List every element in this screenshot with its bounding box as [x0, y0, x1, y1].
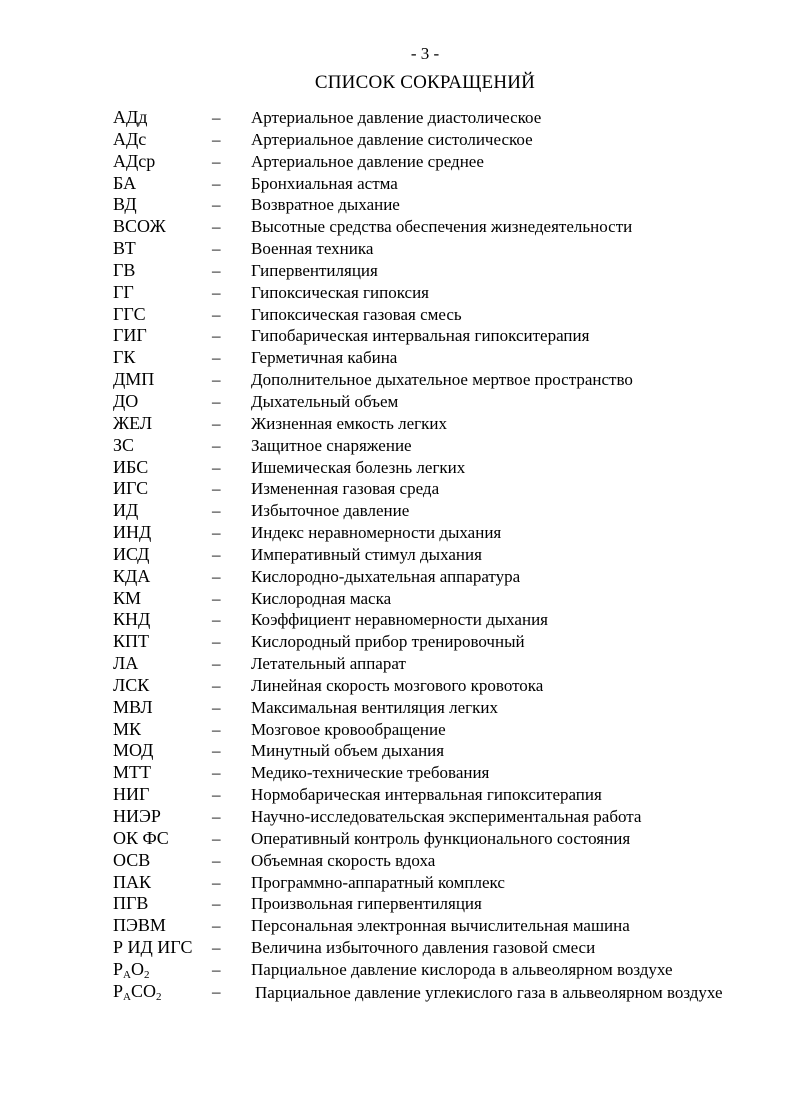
abbr-term: НИЭР: [113, 806, 161, 826]
abbr-row: [113, 806, 753, 828]
abbr-term: ГК: [113, 347, 136, 368]
abbr-term: МВЛ: [113, 696, 153, 717]
abbr-term: ПАК: [113, 871, 152, 892]
abbr-description: Парциальное давление углекислого газа в альвеолярном воздухе: [255, 982, 723, 1002]
abbr-dash: –: [212, 129, 221, 149]
abbr-description: Защитное снаряжение: [251, 435, 412, 455]
abbr-row: [113, 391, 753, 413]
abbr-description: Гипоксическая гипоксия: [251, 282, 430, 302]
abbr-row: [113, 304, 753, 326]
abbr-dash: –: [212, 239, 221, 259]
abbr-row: [113, 151, 753, 173]
abbr-dash: –: [212, 719, 221, 739]
abbr-row: [113, 173, 753, 195]
abbr-term: ДМП: [113, 369, 155, 390]
abbr-dash: –: [212, 610, 221, 630]
abbr-description: Военная техника: [251, 239, 374, 259]
page-number: - 3 -: [410, 44, 440, 63]
abbr-term: ЛА: [113, 653, 139, 674]
abbr-dash: –: [212, 173, 221, 193]
abbr-term: ВТ: [113, 238, 136, 259]
abbr-description: Ишемическая болезнь легких: [251, 457, 466, 477]
abbr-row: [113, 238, 753, 260]
abbr-term: ПГВ: [113, 893, 149, 914]
abbr-description: Возвратное дыхание: [251, 195, 400, 215]
abbr-row: [113, 566, 753, 588]
abbr-row: [113, 129, 753, 151]
abbr-row-paco2: [113, 981, 753, 1027]
abbr-dash: –: [212, 741, 221, 761]
abbr-term: МК: [113, 718, 142, 739]
abbr-row: [113, 719, 753, 741]
abbr-description: Дыхательный объем: [251, 391, 399, 411]
abbr-row: [113, 588, 753, 610]
abbr-term: БА: [113, 172, 137, 193]
abbr-row: [113, 457, 753, 479]
abbr-description: Кислородный прибор тренировочный: [251, 632, 525, 652]
abbr-description: Измененная газовая среда: [251, 479, 440, 499]
abbr-dash: –: [212, 304, 221, 324]
abbr-row: [113, 937, 753, 959]
abbr-description: Артериальное давление систолическое: [251, 129, 533, 149]
abbr-description: Артериальное давление диастолическое: [251, 108, 542, 127]
abbr-term: ДО: [113, 390, 139, 411]
abbr-description: Высотные средства обеспечения жизнедеятельности: [251, 217, 633, 237]
abbr-row: [113, 325, 753, 347]
abbr-term: ЛСК: [113, 674, 150, 695]
abbr-row: [113, 675, 753, 697]
abbr-dash: –: [212, 260, 221, 280]
abbr-row: [113, 915, 753, 937]
abbr-dash: –: [212, 850, 221, 870]
abbr-dash: –: [212, 479, 221, 499]
abbr-term: $P_ACO_2$: [113, 980, 162, 1003]
abbr-description: Коэффициент неравномерности дыхания: [251, 610, 548, 630]
abbr-dash: –: [212, 566, 221, 586]
abbr-dash: –: [212, 872, 221, 892]
abbr-row: [113, 762, 753, 784]
abbr-dash: –: [212, 326, 221, 346]
abbr-dash: –: [212, 959, 221, 979]
abbr-dash: –: [212, 588, 221, 608]
abbr-term: ГГС: [113, 303, 146, 324]
abbr-term: $P_AO_2$: [113, 958, 150, 981]
abbr-dash: –: [212, 457, 221, 477]
abbr-description: Оперативный контроль функционального состояния: [251, 828, 631, 848]
abbr-dash: –: [212, 675, 221, 695]
abbr-description: Императивный стимул дыхания: [251, 544, 482, 564]
abbr-term: КДА: [113, 565, 151, 586]
abbr-term: АДс: [113, 128, 147, 149]
abbr-description: Максимальная вентиляция легких: [251, 697, 498, 717]
abbr-row: [113, 282, 753, 304]
abbr-term: КМ: [113, 587, 142, 608]
abbr-term: ПЭВМ: [113, 915, 166, 936]
abbr-description: Кислородно-дыхательная аппаратура: [251, 566, 521, 586]
abbr-term: Р ИД ИГС: [113, 937, 193, 958]
abbr-description: Произвольная гипервентиляция: [251, 894, 482, 914]
abbr-term: МТТ: [113, 762, 151, 783]
abbr-term: КНД: [113, 609, 151, 630]
abbr-description: Гипобарическая интервальная гипокситерапия: [251, 326, 590, 346]
abbr-row: [113, 740, 753, 762]
abbr-row: [113, 828, 753, 850]
abbr-dash: –: [212, 151, 221, 171]
abbr-dash: –: [212, 501, 221, 521]
abbr-row: [113, 697, 753, 719]
abbr-description: Жизненная емкость легких: [251, 413, 447, 433]
abbr-row: [113, 544, 753, 566]
abbr-term: ЖЕЛ: [113, 412, 153, 433]
abbr-description: Научно-исследовательская экспериментальная работа: [251, 807, 642, 826]
abbr-term: ИД: [113, 500, 139, 521]
abbr-description: Линейная скорость мозгового кровотока: [251, 675, 544, 695]
page-title: СПИСОК СОКРАЩЕНИЙ: [314, 72, 536, 93]
abbr-row: [113, 500, 753, 522]
abbr-description: Гипоксическая газовая смесь: [251, 304, 462, 324]
abbr-dash: –: [212, 632, 221, 652]
abbr-dash: –: [212, 413, 221, 433]
abbr-description: Герметичная кабина: [251, 348, 398, 368]
abbr-dash: –: [212, 282, 221, 302]
abbr-term: ИНД: [113, 522, 152, 543]
abbr-row: [113, 216, 753, 238]
abbr-description: Персональная электронная вычислительная машина: [251, 916, 630, 936]
abbr-row: [113, 194, 753, 216]
abbr-term: ИСД: [113, 543, 150, 564]
abbr-row: [113, 522, 753, 544]
abbr-row: [113, 609, 753, 631]
abbr-dash: –: [212, 108, 221, 127]
abbr-row: [113, 369, 753, 391]
abbr-term: НИГ: [113, 784, 150, 805]
abbr-term: ГВ: [113, 259, 136, 280]
abbr-description: Медико-технические требования: [251, 763, 490, 783]
abbr-dash: –: [212, 370, 221, 390]
abbr-dash: –: [212, 654, 221, 674]
abbr-term: ВСОЖ: [113, 216, 166, 237]
abbr-row: [113, 631, 753, 653]
abbr-description: Мозговое кровообращение: [251, 719, 446, 739]
abbr-term: ГИГ: [113, 325, 147, 346]
abbr-description: Дополнительное дыхательное мертвое пространство: [251, 370, 633, 390]
abbr-description: Индекс неравномерности дыхания: [251, 523, 502, 543]
abbr-description: Кислородная маска: [251, 588, 392, 608]
abbr-description: Артериальное давление среднее: [251, 151, 484, 171]
abbr-description: Программно-аппаратный комплекс: [251, 872, 505, 892]
abbr-dash: –: [212, 544, 221, 564]
abbr-dash: –: [212, 828, 221, 848]
abbr-row: [113, 653, 753, 675]
abbr-description: Нормобарическая интервальная гипокситерапия: [251, 785, 602, 805]
abbr-dash: –: [212, 916, 221, 936]
abbr-dash: –: [212, 523, 221, 543]
abbr-dash: –: [212, 195, 221, 215]
abbr-row-pao2: [113, 959, 753, 981]
abbr-dash: –: [212, 217, 221, 237]
abbr-row: [113, 413, 753, 435]
abbr-dash: –: [212, 938, 221, 958]
abbr-description: Величина избыточного давления газовой смеси: [251, 938, 596, 958]
abbr-row: [113, 850, 753, 872]
abbr-row: [113, 347, 753, 369]
abbr-row: [113, 784, 753, 806]
abbr-dash: –: [212, 697, 221, 717]
abbr-description: Парциальное давление кислорода в альвеолярном воздухе: [251, 959, 673, 979]
abbr-term: ИГС: [113, 478, 149, 499]
abbr-dash: –: [212, 391, 221, 411]
abbr-description: Гипервентиляция: [251, 260, 378, 280]
abbr-description: Избыточное давление: [251, 501, 410, 521]
abbr-description: Бронхиальная астма: [251, 173, 398, 193]
abbr-description: Летательный аппарат: [251, 654, 406, 674]
abbr-term: КПТ: [113, 631, 149, 652]
abbr-term: АДд: [113, 107, 148, 127]
abbr-row: [113, 893, 753, 915]
abbr-dash: –: [212, 981, 221, 1001]
abbr-term: МОД: [113, 740, 154, 761]
abbr-term: ИБС: [113, 456, 149, 477]
abbr-dash: –: [212, 807, 221, 826]
abbr-term: АДср: [113, 150, 156, 171]
abbr-term: ЗС: [113, 434, 135, 455]
abbr-row: [113, 107, 753, 129]
abbr-row: [113, 872, 753, 894]
abbr-row: [113, 478, 753, 500]
abbr-term: ВД: [113, 194, 137, 215]
abbr-term: ОК ФС: [113, 827, 169, 848]
abbr-description: Минутный объем дыхания: [251, 741, 445, 761]
abbreviation-list: [113, 107, 753, 1027]
abbr-dash: –: [212, 763, 221, 783]
abbr-dash: –: [212, 435, 221, 455]
abbr-row: [113, 260, 753, 282]
abbr-row: [113, 435, 753, 457]
abbr-description: Объемная скорость вдоха: [251, 850, 436, 870]
abbr-dash: –: [212, 348, 221, 368]
abbr-dash: –: [212, 785, 221, 805]
abbr-term: ГГ: [113, 281, 134, 302]
abbr-term: ОСВ: [113, 849, 151, 870]
abbr-dash: –: [212, 894, 221, 914]
